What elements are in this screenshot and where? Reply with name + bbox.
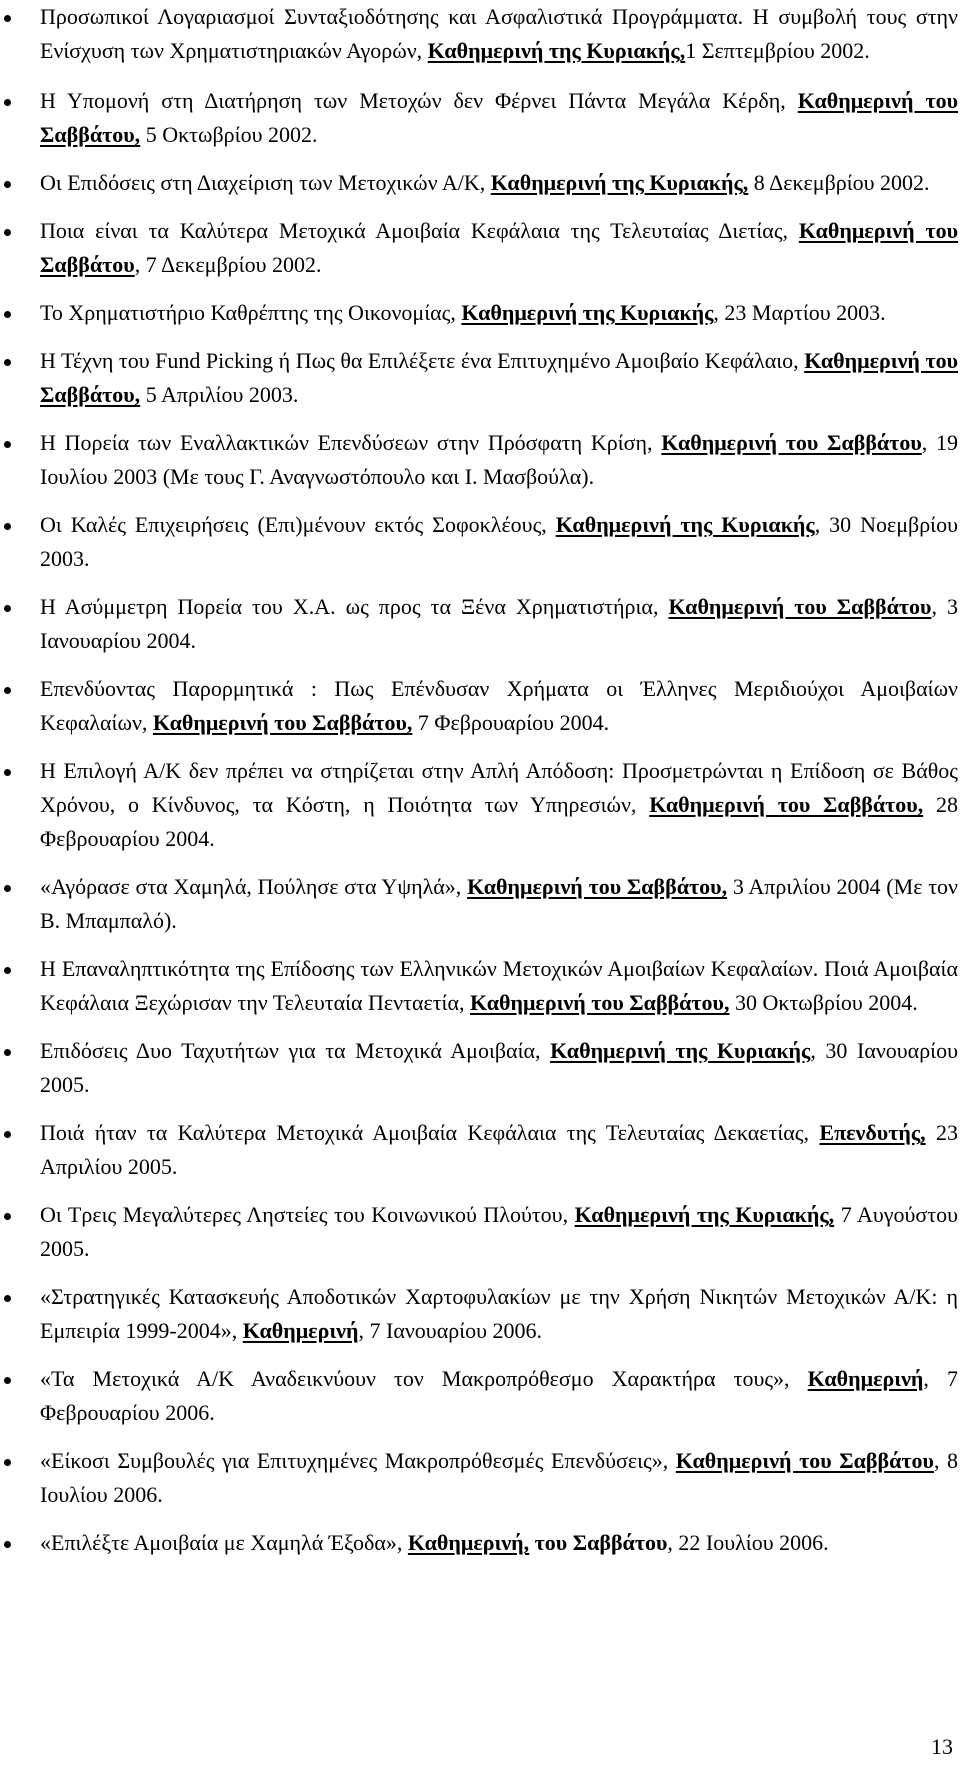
- publication-date: 5 Απριλίου 2003.: [140, 382, 299, 407]
- list-item: [40, 0, 958, 68]
- publication-date: , 23 Μαρτίου 2003.: [713, 300, 886, 325]
- publication-date: , 30 Νοεμβρίου 2003.: [40, 512, 958, 571]
- bullet-icon: [4, 229, 11, 236]
- bullet-icon: [4, 967, 11, 974]
- bullet-icon: [4, 1541, 11, 1548]
- bullet-icon: [4, 311, 11, 318]
- source-name: Καθημερινή της Κυριακής,: [427, 38, 686, 63]
- article-title: Η Υπομονή στη Διατήρηση των Μετοχών δεν Φέρνει Πάντα Μεγάλα Κέρδη,: [40, 88, 798, 113]
- publication-date: 7 Φεβρουαρίου 2004.: [412, 710, 610, 735]
- bullet-icon: [4, 687, 11, 694]
- article-title: Το Χρηματιστήριο Καθρέπτης της Οικονομίας,: [40, 300, 462, 325]
- article-title: «Είκοσι Συμβουλές για Επιτυχημένες Μακροπρόθεσμές Επενδύσεις»,: [40, 1448, 676, 1473]
- bullet-icon: [4, 181, 11, 188]
- source-name: Καθημερινή του Σαββάτου: [668, 594, 932, 619]
- publication-date: , 7 Φεβρουαρίου 2006.: [40, 1366, 958, 1425]
- article-title: Προσωπικοί Λογαριασμοί Συνταξιοδότησης και Ασφαλιστικά Προγράμματα. Η συμβολή τους στην Ενίσχυση των Χρηματιστηριακών Αγορών,: [40, 4, 958, 63]
- publication-date: , 7 Δεκεμβρίου 2002.: [134, 252, 322, 277]
- source-name: Καθημερινή της Κυριακής: [461, 300, 714, 325]
- list-item: [40, 344, 958, 412]
- list-item: [40, 952, 958, 1020]
- list-item: [40, 1116, 958, 1184]
- article-title: «Τα Μετοχικά Α/Κ Αναδεικνύουν τον Μακροπρόθεσμο Χαρακτήρα τους»,: [40, 1366, 808, 1391]
- publication-date: 30 Οκτωβρίου 2004.: [729, 990, 918, 1015]
- publication-date: 5 Οκτωβρίου 2002.: [140, 122, 318, 147]
- publication-date: 28 Φεβρουαρίου 2004.: [40, 792, 958, 851]
- list-item: [40, 296, 958, 330]
- article-title: «Επιλέξτε Αμοιβαία με Χαμηλά Έξοδα»,: [40, 1530, 408, 1555]
- source-name: Καθημερινή της Κυριακής: [550, 1038, 811, 1063]
- article-title: Η Πορεία των Εναλλακτικών Επενδύσεων στην Πρόσφατη Κρίση,: [40, 430, 662, 455]
- publication-date: , 19 Ιουλίου 2003 (Με τους Γ. Αναγνωστόπουλο και Ι. Μασβούλα).: [40, 430, 958, 489]
- source-name: Καθημερινή του Σαββάτου,: [649, 792, 924, 817]
- publication-list: [40, 0, 958, 1574]
- article-title: Η Επιλογή Α/Κ δεν πρέπει να στηρίζεται στην Απλή Απόδοση: Προσμετρώνται η Επίδοση σε Βάθος Χρόνου, ο Κίνδυνος, τα Κόστη, η Ποιότητα των Υπηρεσιών,: [40, 758, 958, 817]
- bullet-icon: [4, 885, 11, 892]
- list-item: [40, 672, 958, 740]
- article-title: Οι Καλές Επιχειρήσεις (Επι)μένουν εκτός Σοφοκλέους,: [40, 512, 556, 537]
- article-title: Η Ασύμμετρη Πορεία του Χ.Α. ως προς τα Ξένα Χρηματιστήρια,: [40, 594, 669, 619]
- source-name: Καθημερινή του Σαββάτου: [40, 218, 958, 277]
- article-title: Η Επαναληπτικότητα της Επίδοσης των Ελληνικών Μετοχικών Αμοιβαίων Κεφαλαίων. Ποιά Αμοιβαία Κεφάλαια Ξεχώρισαν την Τελευταία Πενταετία,: [40, 956, 958, 1015]
- publication-date: , 7 Ιανουαρίου 2006.: [358, 1318, 543, 1343]
- publication-date: , 30 Ιανουαρίου 2005.: [40, 1038, 958, 1097]
- list-item: [40, 1198, 958, 1266]
- list-item: [40, 1444, 958, 1512]
- publication-date: , 22 Ιουλίου 2006.: [667, 1530, 829, 1555]
- source-name: Καθημερινή της Κυριακής,: [574, 1202, 835, 1227]
- publication-date: 23 Απριλίου 2005.: [40, 1120, 959, 1179]
- page-number: 13: [931, 1734, 953, 1759]
- bullet-icon: [4, 15, 11, 22]
- publication-date: , 8 Ιουλίου 2006.: [40, 1448, 959, 1507]
- article-title: «Στρατηγικές Κατασκευής Αποδοτικών Χαρτοφυλακίων με την Χρήση Νικητών Μετοχικών Α/Κ: η Εμπειρία 1999-2004»,: [40, 1284, 958, 1343]
- list-item: [40, 870, 958, 938]
- article-title: Οι Επιδόσεις στη Διαχείριση των Μετοχικών Α/Κ,: [40, 170, 491, 195]
- list-item: [40, 590, 958, 658]
- article-title: Η Τέχνη του Fund Picking ή Πως θα Επιλέξετε ένα Επιτυχημένο Αμοιβαίο Κεφάλαιο,: [40, 348, 805, 373]
- bullet-icon: [4, 523, 11, 530]
- article-title: Οι Τρεις Μεγαλύτερες Ληστείες του Κοινωνικού Πλούτου,: [40, 1202, 575, 1227]
- source-name: Καθημερινή της Κυριακής: [555, 512, 815, 537]
- source-name: Καθημερινή του Σαββάτου,: [152, 710, 413, 735]
- source-name: Καθημερινή του Σαββάτου: [661, 430, 922, 455]
- publication-date: , 3 Ιανουαρίου 2004.: [40, 594, 958, 653]
- article-title: «Αγόρασε στα Χαμηλά, Πούλησε στα Υψηλά»,: [40, 874, 468, 899]
- publication-date: 7 Αυγούστου 2005.: [40, 1202, 958, 1261]
- list-item: [40, 1280, 958, 1348]
- bullet-icon: [4, 1213, 11, 1220]
- source-name: Καθημερινή του Σαββάτου,: [470, 990, 730, 1015]
- article-title: Επιδόσεις Δυο Ταχυτήτων για τα Μετοχικά Αμοιβαία,: [40, 1038, 551, 1063]
- list-item: [40, 1034, 958, 1102]
- publication-date: 3 Απριλίου 2004 (Με τον Β. Μπαμπαλό).: [40, 874, 958, 933]
- source-name: Καθημερινή: [242, 1318, 359, 1343]
- list-item: [40, 754, 958, 856]
- list-item: [40, 84, 958, 152]
- bullet-icon: [4, 1049, 11, 1056]
- source-name: Καθημερινή της Κυριακής,: [490, 170, 749, 195]
- source-name: Καθημερινή του Σαββάτου,: [40, 88, 959, 147]
- list-item: [40, 166, 958, 200]
- source-name: Καθημερινή,: [407, 1530, 530, 1555]
- bullet-icon: [4, 769, 11, 776]
- source-name: Καθημερινή του Σαββάτου,: [40, 348, 959, 407]
- list-item: [40, 1526, 958, 1560]
- bullet-icon: [4, 1295, 11, 1302]
- bullet-icon: [4, 1131, 11, 1138]
- source-name: Καθημερινή του Σαββάτου,: [467, 874, 728, 899]
- source-name: Επενδυτής,: [819, 1120, 926, 1145]
- source-name: Καθημερινή του Σαββάτου: [675, 1448, 934, 1473]
- source-name-continued: του Σαββάτου: [529, 1530, 668, 1555]
- bullet-icon: [4, 441, 11, 448]
- bullet-icon: [4, 99, 11, 106]
- list-item: [40, 508, 958, 576]
- list-item: [40, 214, 958, 282]
- bullet-icon: [4, 1459, 11, 1466]
- source-name: Καθημερινή: [807, 1366, 924, 1391]
- list-item: [40, 426, 958, 494]
- publication-date: 1 Σεπτεμβρίου 2002.: [685, 38, 870, 63]
- bullet-icon: [4, 359, 11, 366]
- list-item: [40, 1362, 958, 1430]
- article-title: Ποια είναι τα Καλύτερα Μετοχικά Αμοιβαία Κεφάλαια της Τελευταίας Διετίας,: [40, 218, 799, 243]
- article-title: Ποιά ήταν τα Καλύτερα Μετοχικά Αμοιβαία Κεφάλαια της Τελευταίας Δεκαετίας,: [40, 1120, 820, 1145]
- article-title: Επενδύοντας Παρορμητικά : Πως Επένδυσαν Χρήματα οι Έλληνες Μεριδιούχοι Αμοιβαίων Κεφαλαίων,: [40, 676, 958, 735]
- publication-date: 8 Δεκεμβρίου 2002.: [748, 170, 930, 195]
- bullet-icon: [4, 605, 11, 612]
- bullet-icon: [4, 1377, 11, 1384]
